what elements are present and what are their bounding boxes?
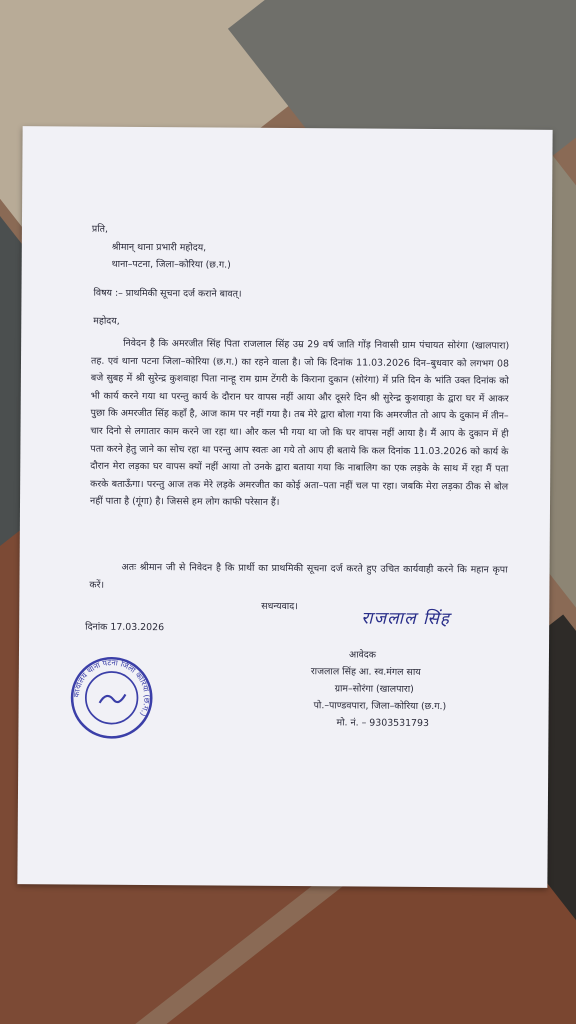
applicant-village: ग्राम–सोरंगा (खालपारा) xyxy=(334,683,414,695)
handwritten-signature: राजलाल सिंह xyxy=(361,608,451,630)
stamp-text: कार्यालय थाना पटना जिला कोरिया (छ.ग.) xyxy=(71,657,152,718)
letter-date: दिनांक 17.03.2026 xyxy=(85,621,165,634)
recipient-line-2: थाना–पटना, जिला–कोरिया (छ.ग.) xyxy=(111,258,231,271)
applicant-name: राजलाल सिंह आ. स्व.मंगल साय xyxy=(310,666,421,678)
letter-paper xyxy=(17,126,552,888)
stamp-scribble xyxy=(100,694,126,703)
subject-line: विषय :– प्राथमिकी सूचना दर्ज कराने बावत्। xyxy=(93,287,242,300)
body-paragraph-2: अतः श्रीमान जी से निवेदन है कि प्रार्थी का प्राथमिकी सूचना दर्ज करते हुए उचित कार्यवाही करने कि महान कृपा करें। xyxy=(89,561,508,591)
prati-label: प्रति, xyxy=(91,223,109,235)
recipient-line-1: श्रीमान् थाना प्रभारी महोदय, xyxy=(111,241,207,254)
applicant-mobile: मो. नं. – 9303531793 xyxy=(336,717,430,730)
applicant-label: आवेदक xyxy=(348,649,376,661)
police-stamp xyxy=(68,654,155,741)
applicant-address: पो.–पाण्डवपारा, जिला–कोरिया (छ.ग.) xyxy=(313,700,447,713)
closing-text: सधन्यवाद। xyxy=(261,600,298,613)
salutation: महोदय, xyxy=(93,315,120,327)
body-paragraph-1: निवेदन है कि अमरजीत सिंह पिता राजलाल सिंह उम्र 29 वर्ष जाति गोंड़ निवासी ग्राम पंचायत सोरंगा (खालपारा) तह. एवं थाना पटना जिला–कोरिया (छ.ग.) का रहने वाला है। जो कि दिनांक 11.03.2026 दिन–बुधवार को लगभग 08 बजे सुबह में श्री सुरेन्द्र कुशवाहा पिता नान्हू राम ग्राम टेंगरी के किराना दुकान (सोरंगा) में प्रति दिन के भांति उक्त दिनांक को भी कार्य करने गया था परन्तु कार्य के दौरान घर वापस नहीं आया और दूसरे दिन श्री सुरेन्द्र कुशवाहा के द्वारा घर में आकर पुछा कि अमरजीत सिंह कहाँ है, आज काम पर नहीं गया है। तब मेरे द्वारा बोला गया कि अमरजीत तो आप के दुकान में तीन–चार दिनो से लगातार काम करने जा रहा था। और कल भी गया था जो कि घर वापस नहीं आया है। मैं आप के दुकान में ही पता करने हेतु जाने का सोच रहा था परन्तु आप स्वतः आ गये तो आप ही बताये कि कल दिनांक 11.03.2026 को कार्य के दौरान मेरा लड़का घर वापस क्यों नहीं आया तो उनके द्वारा बताया गया कि नाबालिग का एक लड़के के साथ में रहा मैं पता करके बताऊँगा। परन्तु आज तक मेरे लड़के अमरजीत का कोई अता–पता नहीं चल पा रहा। जबकि मेरा लड़का ठीक से बोल नहीं पाता है (गूंगा) है। जिससे हम लोग काफी परेसान हैं। xyxy=(89,337,510,509)
